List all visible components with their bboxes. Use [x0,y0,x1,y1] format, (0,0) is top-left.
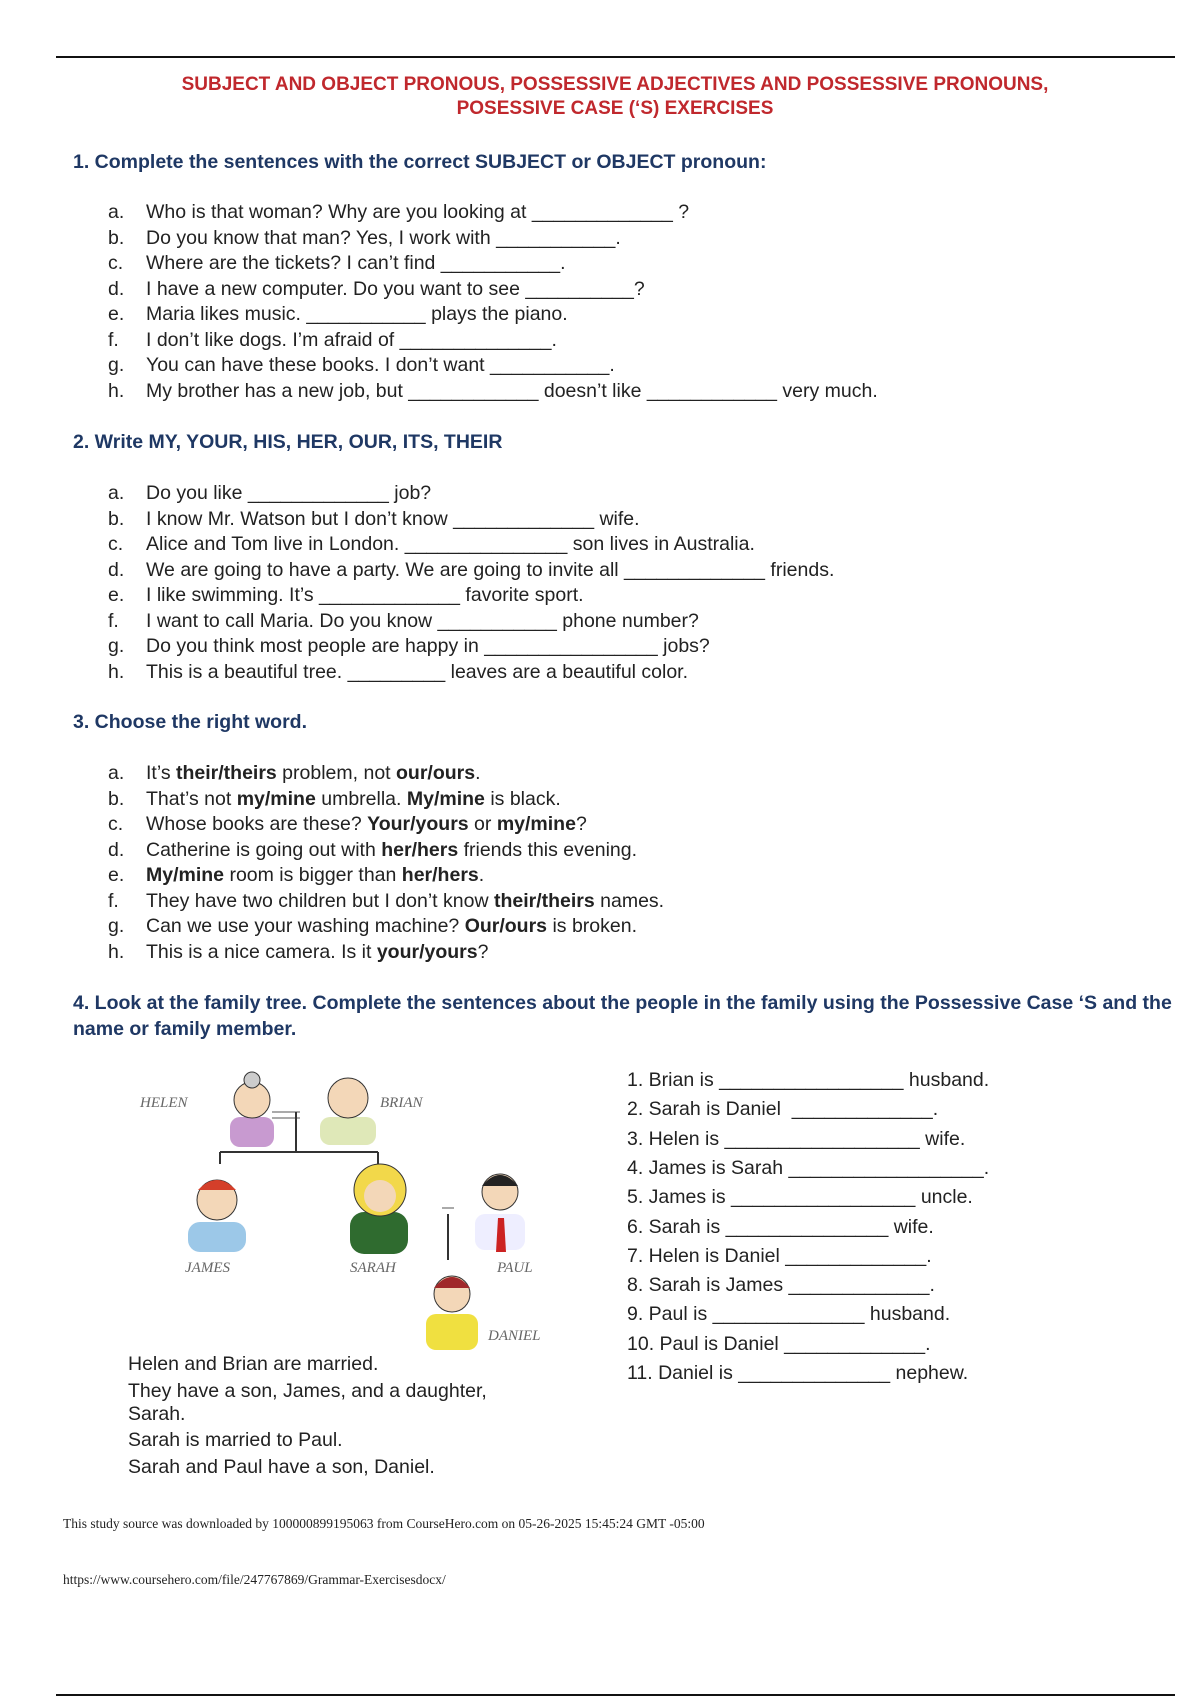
story-line: Sarah and Paul have a son, Daniel. [128,1456,435,1478]
brian-figure [320,1078,376,1145]
item-text: Do you know that man? Yes, I work with ___________. [146,226,621,249]
james-figure [188,1180,246,1252]
source-url[interactable]: https://www.coursehero.com/file/247767869/Grammar-Exercisesdocx/ [63,1572,446,1587]
word-choice: My/mine [146,864,225,886]
list-item [108,889,664,913]
item-text: We are going to have a party. We are going to invite all _____________ friends. [146,558,835,581]
list-item [108,761,481,785]
item-text: or [468,813,497,835]
word-choice: her/hers [401,864,479,886]
item-letter: g. [108,915,125,937]
word-choice: their/theirs [493,889,595,912]
list-item [108,914,637,938]
item-text: Alice and Tom live in London. _______________ son lives in Australia. [146,533,755,555]
list-item [108,787,561,811]
word-choice: Our/ours [464,915,548,937]
story-line: Helen and Brian are married. [128,1353,379,1375]
item-text: It’s [146,762,176,784]
word-choice: her/hers [381,838,459,861]
story-line: Sarah. [128,1403,186,1425]
item-text: Do you like _____________ job? [146,482,432,504]
item-letter: h. [108,940,125,963]
item-text: ? [575,813,587,835]
section-2-heading: 2. Write MY, YOUR, HIS, HER, OUR, ITS, THEIR [73,431,503,453]
item-text: I want to call Maria. Do you know ___________ phone number? [146,609,699,632]
exercise-sentence: 7. Helen is Daniel _____________. [627,1244,932,1267]
sarah-figure [350,1164,408,1254]
item-text: Maria likes music. ___________ plays the piano. [146,303,568,325]
item-text: ? [477,940,489,963]
story-line: They have a son, James, and a daughter, [128,1380,487,1402]
item-text: Who is that woman? Why are you looking at _____________ ? [146,201,690,223]
item-letter: e. [108,584,125,606]
item-text: . [475,762,481,784]
item-letter: f. [108,609,119,632]
worksheet-title-line-1: SUBJECT AND OBJECT PRONOUS, POSSESSIVE ADJECTIVES AND POSSESSIVE PRONOUNS, [181,74,1049,95]
item-letter: b. [108,226,125,249]
item-text: I know Mr. Watson but I don’t know _____________ wife. [146,507,640,530]
helen-figure [230,1072,274,1147]
item-letter: e. [108,864,125,886]
daniel-figure [426,1276,478,1350]
download-note: This study source was downloaded by 100000899195063 from CourseHero.com on 05-26-2025 15:45:24 GMT -05:00 [63,1516,705,1531]
item-letter: b. [108,507,125,530]
exercise-sentence: 11. Daniel is ______________ nephew. [627,1362,969,1384]
item-text: I like swimming. It’s _____________ favorite sport. [146,584,584,606]
item-letter: e. [108,303,125,325]
item-letter: b. [108,787,125,810]
list-item [108,277,645,301]
section-1-heading: 1. Complete the sentences with the correct SUBJECT or OBJECT pronoun: [73,151,767,173]
tree-label-sarah: SARAH [350,1260,396,1276]
item-letter: d. [108,838,125,861]
item-text: Can we use your washing machine? [146,915,465,937]
list-item [108,379,878,403]
item-letter: a. [108,762,125,784]
item-text: umbrella. [315,787,407,810]
list-item [108,226,621,250]
item-text: I don’t like dogs. I’m afraid of ______________. [146,328,557,351]
word-choice: our/ours [396,762,476,784]
worksheet-title-line-2: POSESSIVE CASE (‘S) EXERCISES [456,98,774,119]
story-line: Sarah is married to Paul. [128,1429,343,1451]
item-text: . [478,864,485,886]
list-item [108,532,755,556]
item-text: That’s not [146,787,237,810]
exercise-sentence: 4. James is Sarah __________________. [627,1156,990,1179]
item-letter: g. [108,354,125,376]
list-item [108,558,834,582]
list-item [108,583,584,607]
item-letter: f. [108,889,119,912]
item-letter: h. [108,379,125,402]
exercise-sentence: 10. Paul is Daniel _____________. [627,1332,931,1355]
item-letter: f. [108,328,119,351]
list-item [108,812,587,836]
item-text: You can have these books. I don’t want ___________. [146,354,615,376]
item-text: Whose books are these? [146,813,368,835]
exercise-sentence: 9. Paul is ______________ husband. [627,1303,951,1326]
item-letter: a. [108,201,125,223]
family-tree-image [130,1062,570,1357]
exercise-sentence: 6. Sarah is _______________ wife. [627,1215,934,1238]
item-letter: c. [108,533,124,555]
exercise-sentence: 2. Sarah is Daniel _____________. [627,1098,939,1121]
exercise-sentence: 3. Helen is __________________ wife. [627,1127,966,1150]
paul-figure [475,1174,525,1252]
item-text: friends this evening. [458,838,638,861]
item-text: This is a nice camera. Is it [146,940,377,963]
item-letter: c. [108,813,124,835]
list-item [108,634,710,658]
bottom-rule [56,1694,1175,1696]
list-item [108,302,568,326]
section-4-heading: 4. Look at the family tree. Complete the sentences about the people in the family using the Possessive Case ‘S and the name or family member. [73,992,1172,1040]
list-item [108,838,637,862]
word-choice: their/theirs [175,762,277,784]
tree-label-james: JAMES [185,1260,230,1276]
item-letter: d. [108,277,125,300]
top-rule [56,56,1175,58]
item-text: This is a beautiful tree. _________ leaves are a beautiful color. [146,660,689,683]
list-item [108,863,484,887]
item-letter: g. [108,635,125,657]
item-text: is black. [484,787,561,810]
item-text: Where are the tickets? I can’t find ___________. [146,252,566,274]
item-text: They have two children but I don’t know [146,889,494,912]
tree-label-brian: BRIAN [380,1095,423,1111]
list-item [108,353,615,377]
item-letter: d. [108,558,125,581]
exercise-sentence: 1. Brian is _________________ husband. [627,1069,990,1091]
list-item [108,200,689,224]
item-text: is broken. [547,915,637,937]
list-item [108,251,566,275]
tree-label-paul: PAUL [497,1260,533,1276]
item-text: names. [594,889,665,912]
exercise-sentence: 8. Sarah is James _____________. [627,1274,935,1297]
item-text: Catherine is going out with [146,838,382,861]
word-choice: your/yours [376,940,478,963]
section-3-heading: 3. Choose the right word. [73,711,308,733]
word-choice: my/mine [236,787,316,810]
tree-label-helen: HELEN [140,1095,188,1111]
item-text: room is bigger than [224,864,402,886]
item-text: Do you think most people are happy in ________________ jobs? [146,635,710,657]
item-text: My brother has a new job, but ____________ doesn’t like ____________ very much. [146,379,878,402]
list-item [108,940,488,964]
word-choice: My/mine [406,787,485,810]
list-item [108,660,688,684]
tree-label-daniel: DANIEL [488,1328,541,1344]
list-item [108,609,699,633]
word-choice: my/mine [496,813,576,835]
item-letter: c. [108,252,124,274]
exercise-sentence: 5. James is _________________ uncle. [627,1186,973,1209]
item-text: I have a new computer. Do you want to see __________? [146,277,645,300]
list-item [108,328,557,352]
list-item [108,481,431,505]
word-choice: Your/yours [367,813,469,835]
item-letter: a. [108,482,125,504]
list-item [108,507,640,531]
item-letter: h. [108,660,125,683]
item-text: problem, not [276,762,396,784]
